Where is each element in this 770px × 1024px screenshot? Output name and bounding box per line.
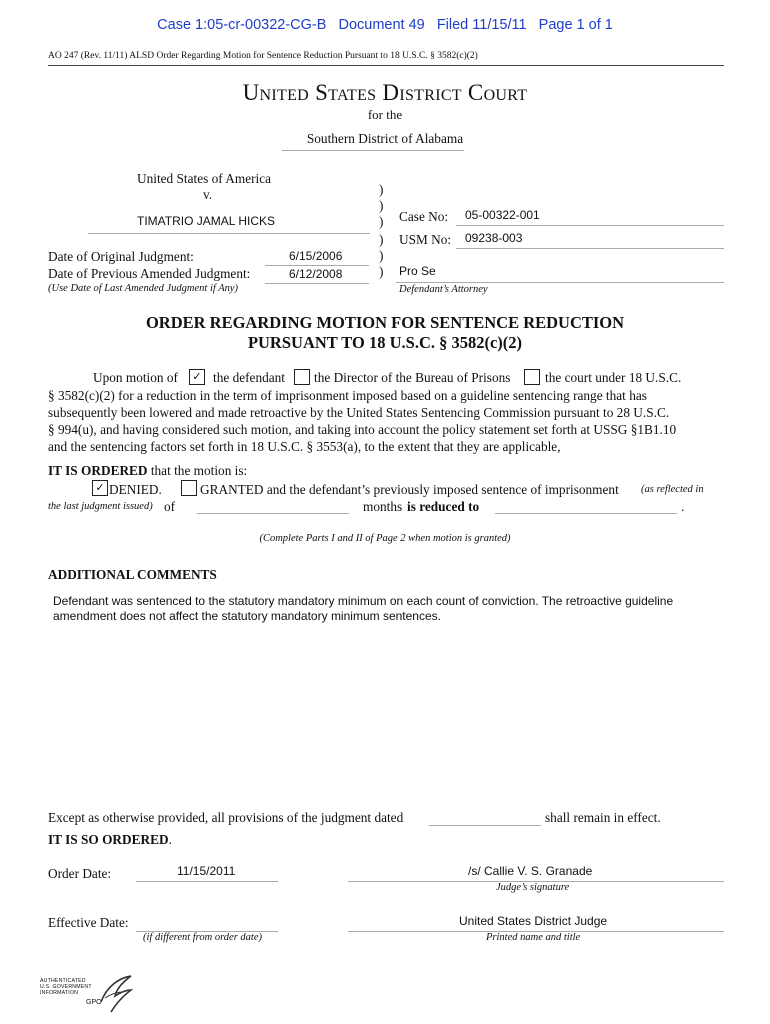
attorney-field[interactable]: Pro Se	[399, 264, 436, 278]
so-ordered-period: .	[168, 832, 172, 847]
orig-judgment-rule	[265, 265, 369, 266]
caption-paren: )	[379, 264, 384, 279]
caption-paren: )	[379, 232, 384, 247]
remain-text: shall remain in effect.	[545, 810, 661, 825]
usm-no-label: USM No:	[399, 232, 452, 247]
except-text: Except as otherwise provided, all provisions of the judgment dated	[48, 810, 404, 825]
case-no-label: Case No:	[399, 209, 449, 224]
last-judgment-note: the last judgment issued)	[48, 501, 153, 512]
order-date-label: Order Date:	[48, 866, 112, 881]
judgment-dated-field[interactable]	[429, 825, 541, 826]
complete-parts-note: (Complete Parts I and II of Page 2 when motion is granted)	[259, 533, 511, 544]
caption-paren: )	[379, 182, 384, 197]
court-district: Southern District of Alabama	[306, 131, 464, 146]
order-date-field[interactable]: 11/15/2011	[177, 864, 236, 878]
comments-line-1[interactable]: Defendant was sentenced to the statutory mandatory minimum on each count of conviction. The retroactive guideline	[53, 594, 674, 608]
plaintiff-name: United States of America	[137, 171, 272, 186]
reduced-period: .	[681, 499, 685, 514]
order-title-line2: PURSUANT TO 18 U.S.C. § 3582(c)(2)	[247, 333, 523, 352]
usm-no-rule	[456, 248, 724, 249]
so-ordered-line	[48, 832, 172, 848]
district-rule	[282, 150, 464, 151]
body-line-1: § 3582(c)(2) for a reduction in the term of imprisonment imposed based on a guideline sentencing range that has	[48, 388, 647, 403]
caption-paren: )	[379, 198, 384, 213]
so-ordered: IT IS SO ORDERED	[48, 832, 169, 847]
option-defendant: the defendant	[213, 370, 285, 385]
versus: v.	[203, 187, 213, 202]
it-is-ordered: IT IS ORDERED	[48, 463, 148, 478]
comments-heading: ADDITIONAL COMMENTS	[48, 567, 217, 582]
motion-prefix: Upon motion of	[93, 370, 178, 385]
seal-line-4: GPO	[86, 999, 102, 1006]
orig-judgment-label: Date of Original Judgment:	[48, 249, 194, 264]
court-title: United States District Court	[242, 80, 528, 105]
defendant-checkbox[interactable]: ✓	[189, 369, 205, 385]
court-for-the: for the	[367, 107, 403, 122]
body-line-4: and the sentencing factors set forth in 18 U.S.C. § 3553(a), to the extent that they are applicable,	[48, 439, 561, 454]
attorney-label: Defendant’s Attorney	[399, 284, 488, 295]
option-court: the court under 18 U.S.C.	[545, 370, 682, 385]
defendant-rule	[88, 233, 370, 234]
granted-note: (as reflected in	[641, 484, 704, 495]
director-checkbox[interactable]	[294, 369, 310, 385]
caption-paren: )	[379, 248, 384, 263]
denied-checkbox[interactable]: ✓	[92, 480, 108, 496]
judge-title-label: Printed name and title	[486, 932, 581, 943]
case-no-field[interactable]: 05-00322-001	[465, 208, 540, 222]
body-line-2: subsequently been lowered and made retroactive by the United States Sentencing Commission pursuant to 28 U.S.C.	[48, 405, 670, 420]
attorney-rule	[396, 282, 724, 283]
denied-label: DENIED.	[109, 482, 162, 497]
signature-field[interactable]: /s/ Callie V. S. Granade	[468, 864, 593, 878]
ordered-line	[48, 463, 247, 479]
body-line-3: § 994(u), and having considered such motion, and taking into account the policy statement set forth at USSG §1B1.10	[48, 422, 677, 437]
orig-judgment-date-field[interactable]: 6/15/2006	[289, 249, 343, 263]
prev-judgment-note: (Use Date of Last Amended Judgment if Any)	[48, 283, 239, 294]
usm-no-field[interactable]: 09238-003	[465, 231, 523, 245]
prior-months-field[interactable]	[197, 513, 349, 514]
judge-title-field[interactable]: United States District Judge	[459, 914, 608, 928]
effective-date-note: (if different from order date)	[143, 932, 262, 943]
gpo-authentication-seal	[40, 972, 135, 1018]
order-date-rule	[136, 881, 278, 882]
defendant-name: TIMATRIO JAMAL HICKS	[137, 214, 276, 228]
comments-line-2[interactable]: amendment does not affect the statutory mandatory minimum sentences.	[53, 609, 441, 623]
order-title-line1: ORDER REGARDING MOTION FOR SENTENCE REDUCTION	[145, 313, 625, 332]
prev-judgment-label: Date of Previous Amended Judgment:	[48, 266, 251, 281]
form-id-rule	[48, 65, 724, 66]
prev-judgment-rule	[265, 283, 369, 284]
granted-label: GRANTED and the defendant’s previously imposed sentence of imprisonment	[200, 482, 619, 497]
granted-checkbox[interactable]	[181, 480, 197, 496]
months-label: months	[363, 499, 403, 514]
filing-stamp: Case 1:05-cr-00322-CG-B Document 49 Filed 11/15/11 Page 1 of 1	[157, 17, 613, 33]
motion-is: that the motion is:	[147, 463, 248, 478]
option-director: the Director of the Bureau of Prisons	[314, 370, 511, 385]
effective-date-label: Effective Date:	[48, 915, 129, 930]
seal-line-3: INFORMATION	[40, 990, 79, 996]
seal-line-1: AUTHENTICATED	[40, 978, 86, 984]
reduced-to-label: is reduced to	[407, 499, 480, 514]
case-no-rule	[456, 225, 724, 226]
signature-label: Judge’s signature	[496, 882, 570, 893]
of-label: of	[164, 499, 176, 514]
court-checkbox[interactable]	[524, 369, 540, 385]
form-id-line: AO 247 (Rev. 11/11) ALSD Order Regarding Motion for Sentence Reduction Pursuant to 18 U.S.C. § 3582(c)(2)	[48, 51, 478, 61]
seal-line-2: U.S. GOVERNMENT	[40, 984, 92, 990]
caption-paren: )	[379, 214, 384, 229]
eagle-icon	[95, 972, 135, 1014]
prev-judgment-date-field[interactable]: 6/12/2008	[289, 267, 343, 281]
reduced-months-field[interactable]	[495, 513, 677, 514]
